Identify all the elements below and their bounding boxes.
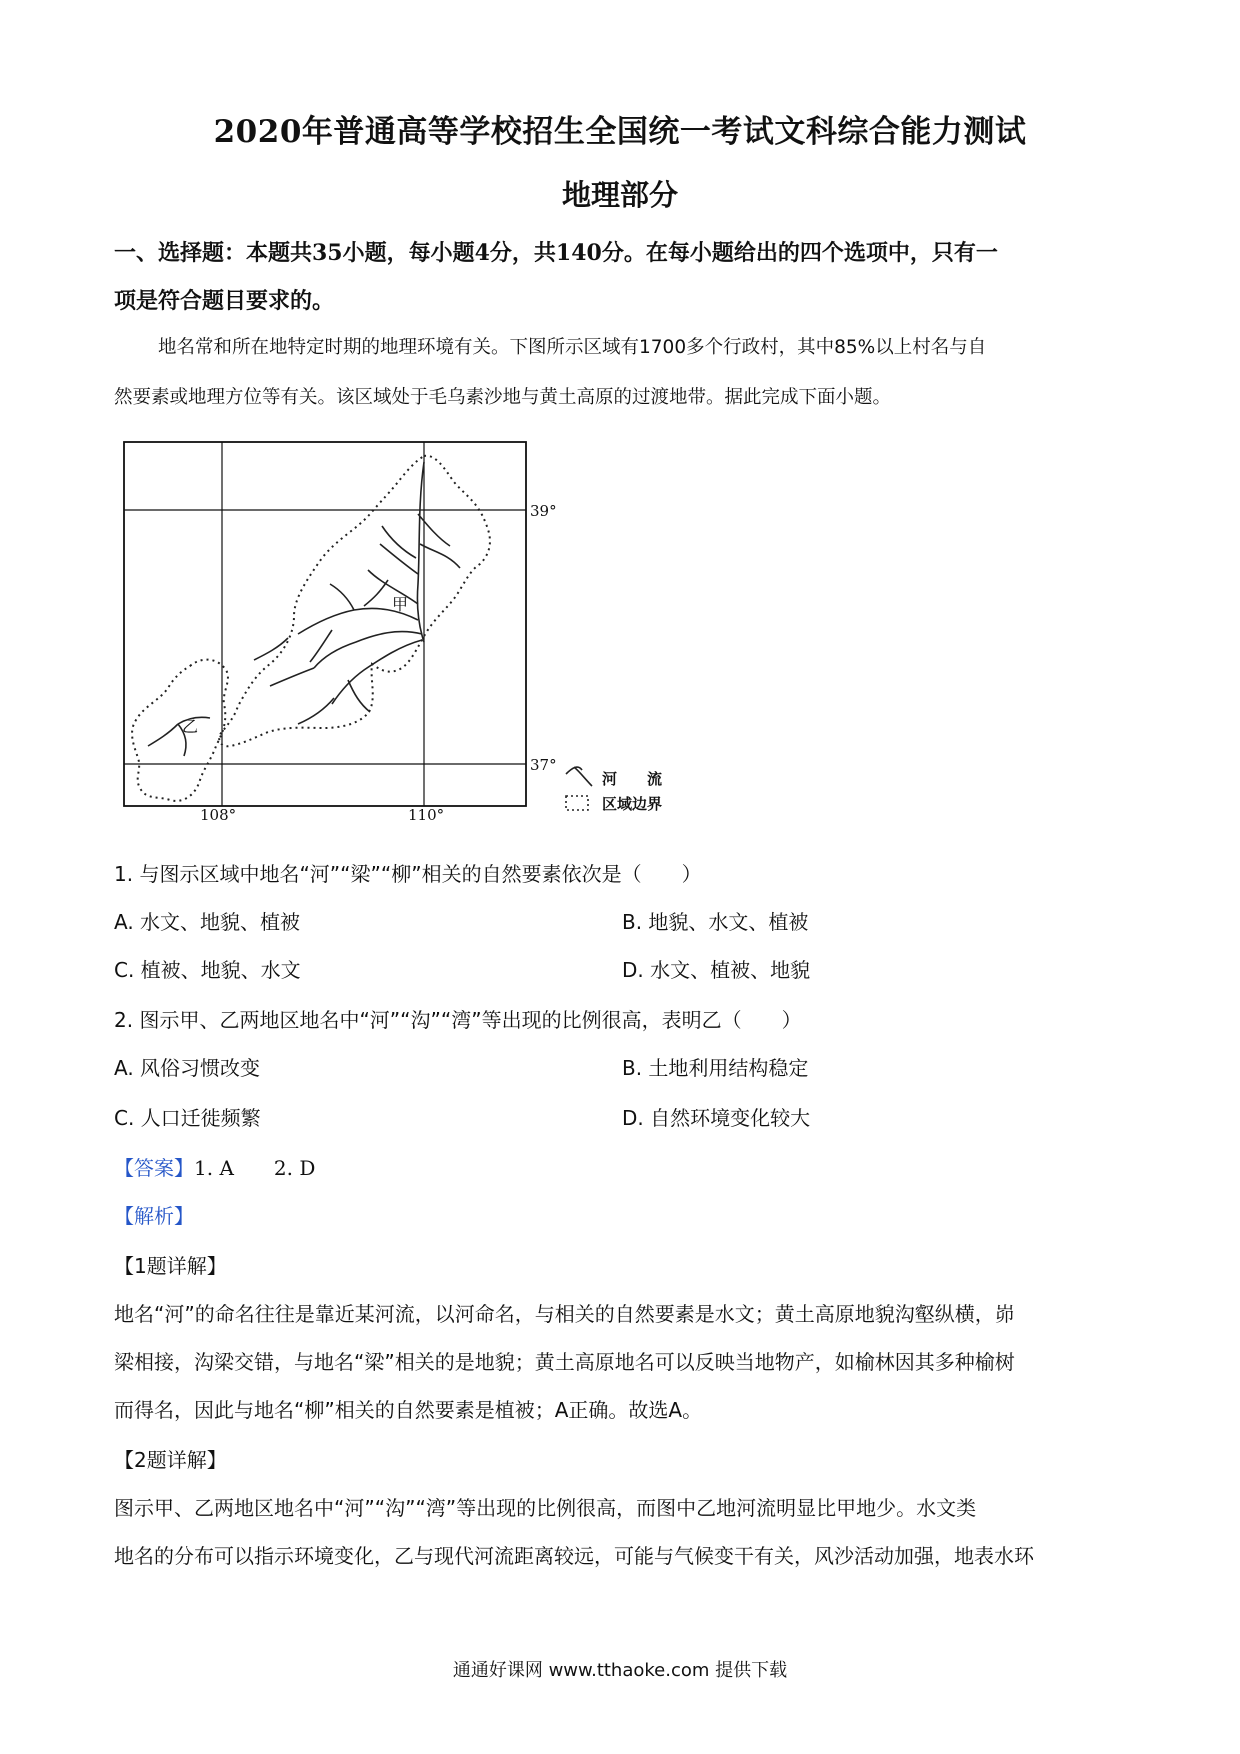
intro-line2: 然要素或地理方位等有关。该区域处于毛乌素沙地与黄土高原的过渡地带。据此完成下面小题。 (114, 387, 892, 408)
legend-river-symbol (566, 767, 592, 786)
region-boundary-upper (219, 456, 490, 746)
section-heading-line1: 一、选择题：本题共35小题，每小题4分，共140分。在每小题给出的四个选项中，只有一 (114, 240, 998, 266)
q1-option-d: D. 水文、植被、地貌 (622, 958, 811, 982)
detail-2-line1: 图示甲、乙两地区地名中“河”“沟”“湾”等出现的比例很高，而图中乙地河流明显比甲地少。水文类 (114, 1496, 977, 1520)
detail-2-label: 【2题详解】 (114, 1448, 227, 1472)
question-1-stem: 1. 与图示区域中地名“河”“梁”“柳”相关的自然要素依次是（ ） (114, 862, 702, 886)
analysis-label: 【解析】 (114, 1204, 194, 1228)
detail-1-line3: 而得名，因此与地名“柳”相关的自然要素是植被；A正确。故选A。 (114, 1398, 703, 1422)
exam-title: 2020年普通高等学校招生全国统一考试文科综合能力测试 (213, 114, 1027, 150)
q2-option-c: C. 人口迁徙频繁 (114, 1106, 261, 1130)
q2-option-b: B. 土地利用结构稳定 (622, 1056, 809, 1080)
legend-river-label: 河 流 (602, 770, 663, 788)
detail-1-line1: 地名“河”的命名往往是靠近某河流，以河命名，与相关的自然要素是水文；黄土高原地貌沟壑纵横，峁 (114, 1302, 1015, 1326)
detail-2-line2: 地名的分布可以指示环境变化，乙与现代河流距离较远，可能与气候变干有关，风沙活动加强，地表水环 (114, 1544, 1034, 1568)
region-boundary-lower (132, 660, 228, 801)
detail-1-label: 【1题详解】 (114, 1254, 227, 1278)
map-legend (566, 767, 662, 813)
q1-option-a: A. 水文、地貌、植被 (114, 910, 301, 934)
label-jia: 甲 (392, 595, 409, 614)
q1-option-c: C. 植被、地貌、水文 (114, 958, 301, 982)
page-footer: 通通好课网 www.tthaoke.com 提供下载 (452, 1660, 788, 1681)
lon-110-label: 110° (408, 806, 445, 824)
river-network (148, 462, 460, 756)
region-map (118, 434, 698, 824)
q1-option-b: B. 地貌、水文、植被 (622, 910, 809, 934)
detail-1-line2: 梁相接，沟梁交错，与地名“梁”相关的是地貌；黄土高原地名可以反映当地物产，如榆林因其多种榆树 (114, 1350, 1015, 1374)
legend-boundary-label: 区域边界 (602, 795, 663, 813)
q2-option-d: D. 自然环境变化较大 (622, 1106, 811, 1130)
lon-108-label: 108° (200, 806, 237, 824)
lat-37-label: 37° (530, 756, 557, 774)
answer-block (114, 1152, 315, 1181)
legend-boundary-symbol (566, 796, 588, 810)
section-heading-line2: 项是符合题目要求的。 (114, 288, 335, 314)
answer-label: 【答案】 (114, 1156, 194, 1180)
lat-39-label: 39° (530, 502, 557, 520)
q2-option-a: A. 风俗习惯改变 (114, 1056, 261, 1080)
question-2-stem: 2. 图示甲、乙两地区地名中“河”“沟”“湾”等出现的比例很高，表明乙（ ） (114, 1008, 802, 1032)
answer-text: 1. A 2. D (194, 1156, 316, 1180)
label-yi: 乙 (182, 717, 199, 736)
exam-subtitle: 地理部分 (561, 178, 678, 212)
map-frame (124, 442, 526, 806)
intro-line1: 地名常和所在地特定时期的地理环境有关。下图所示区域有1700多个行政村，其中85%以上村名与自 (158, 337, 987, 358)
